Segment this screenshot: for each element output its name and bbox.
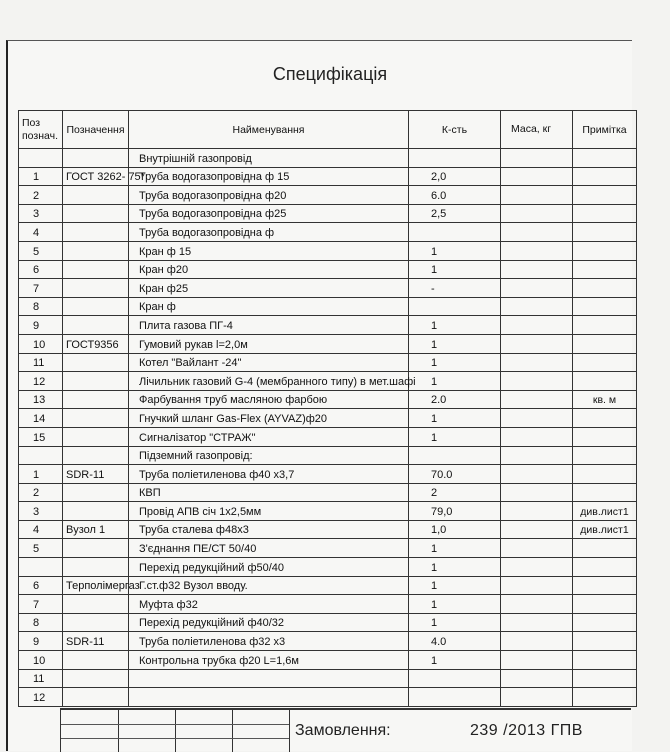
cell-qty: 6.0 xyxy=(409,186,501,205)
cell-note xyxy=(573,576,637,595)
cell-pos: 7 xyxy=(19,595,63,614)
cell-mass xyxy=(501,149,573,168)
cell-qty: 1 xyxy=(409,427,501,446)
cell-name: Перехід редукційний ф40/32 xyxy=(129,613,409,632)
cell-designation xyxy=(63,409,129,428)
table-row xyxy=(19,297,637,316)
table-row xyxy=(19,279,637,298)
table-row xyxy=(19,595,637,614)
cell-pos: 5 xyxy=(19,241,63,260)
table-row xyxy=(19,427,637,446)
cell-designation xyxy=(63,316,129,335)
cell-mass xyxy=(501,409,573,428)
cell-name xyxy=(129,669,409,688)
header-note: Примітка xyxy=(573,111,637,149)
cell-designation xyxy=(63,297,129,316)
cell-note xyxy=(573,539,637,558)
cell-note xyxy=(573,446,637,465)
table-row xyxy=(19,149,637,168)
cell-name: Кран ф xyxy=(129,297,409,316)
cell-note xyxy=(573,260,637,279)
cell-designation xyxy=(63,539,129,558)
cell-qty: 1,0 xyxy=(409,520,501,539)
table-row xyxy=(19,651,637,670)
header-qty: К-сть xyxy=(409,111,501,149)
cell-pos: 6 xyxy=(19,260,63,279)
cell-qty xyxy=(409,149,501,168)
cell-mass xyxy=(501,483,573,502)
table-header-row xyxy=(19,111,637,149)
cell-designation xyxy=(63,688,129,707)
cell-note xyxy=(573,353,637,372)
cell-mass xyxy=(501,595,573,614)
cell-pos: 5 xyxy=(19,539,63,558)
cell-pos: 10 xyxy=(19,334,63,353)
cell-pos: 15 xyxy=(19,427,63,446)
cell-note xyxy=(573,186,637,205)
cell-mass xyxy=(501,613,573,632)
header-designation: Позначення xyxy=(63,111,129,149)
cell-qty: 79,0 xyxy=(409,502,501,521)
cell-designation: SDR-11 xyxy=(63,632,129,651)
cell-note: див.лист1 xyxy=(573,520,637,539)
cell-mass xyxy=(501,576,573,595)
cell-qty: 1 xyxy=(409,539,501,558)
cell-mass xyxy=(501,520,573,539)
cell-qty xyxy=(409,223,501,242)
cell-note xyxy=(573,465,637,484)
table-row xyxy=(19,539,637,558)
cell-designation: ГОСТ 3262- 75* xyxy=(63,167,129,186)
cell-mass xyxy=(501,558,573,577)
cell-mass xyxy=(501,353,573,372)
cell-designation xyxy=(63,595,129,614)
cell-note xyxy=(573,427,637,446)
cell-qty: 1 xyxy=(409,316,501,335)
cell-pos: 6 xyxy=(19,576,63,595)
cell-designation xyxy=(63,651,129,670)
cell-designation xyxy=(63,390,129,409)
cell-qty: 2 xyxy=(409,483,501,502)
table-row xyxy=(19,669,637,688)
cell-qty: 1 xyxy=(409,372,501,391)
cell-pos: 1 xyxy=(19,465,63,484)
cell-designation xyxy=(63,502,129,521)
cell-mass xyxy=(501,241,573,260)
cell-mass xyxy=(501,632,573,651)
cell-note xyxy=(573,167,637,186)
table-row xyxy=(19,223,637,242)
cell-mass xyxy=(501,502,573,521)
cell-note xyxy=(573,651,637,670)
cell-mass xyxy=(501,316,573,335)
cell-name: Контрольна трубка ф20 L=1,6м xyxy=(129,651,409,670)
table-row xyxy=(19,316,637,335)
table-row xyxy=(19,241,637,260)
cell-note xyxy=(573,279,637,298)
table-row xyxy=(19,558,637,577)
cell-name: КВП xyxy=(129,483,409,502)
cell-designation: Вузол 1 xyxy=(63,520,129,539)
cell-pos: 4 xyxy=(19,520,63,539)
cell-qty xyxy=(409,669,501,688)
specification-table xyxy=(18,110,637,707)
cell-designation: ГОСТ9356 xyxy=(63,334,129,353)
cell-pos: 11 xyxy=(19,353,63,372)
cell-mass xyxy=(501,427,573,446)
cell-name: Кран ф20 xyxy=(129,260,409,279)
cell-name: Труба сталева ф48х3 xyxy=(129,520,409,539)
cell-qty xyxy=(409,297,501,316)
page-title: Специфікація xyxy=(272,64,388,84)
cell-pos: 10 xyxy=(19,651,63,670)
cell-name: Муфта ф32 xyxy=(129,595,409,614)
cell-mass xyxy=(501,651,573,670)
cell-name: Котел "Вайлант -24" xyxy=(129,353,409,372)
cell-note xyxy=(573,613,637,632)
cell-name: Труба водогазопровідна ф20 xyxy=(129,186,409,205)
cell-designation xyxy=(63,279,129,298)
cell-mass xyxy=(501,688,573,707)
cell-note xyxy=(573,669,637,688)
cell-name: Гумовий рукав l=2,0м xyxy=(129,334,409,353)
cell-designation xyxy=(63,372,129,391)
cell-note xyxy=(573,558,637,577)
header-pos: Поз познач. xyxy=(19,111,63,149)
cell-mass xyxy=(501,669,573,688)
cell-designation xyxy=(63,260,129,279)
cell-note xyxy=(573,223,637,242)
cell-pos xyxy=(19,558,63,577)
cell-qty: 2,0 xyxy=(409,167,501,186)
cell-qty: 1 xyxy=(409,409,501,428)
cell-designation xyxy=(63,427,129,446)
cell-note xyxy=(573,372,637,391)
cell-name: Плита газова ПГ-4 xyxy=(129,316,409,335)
cell-qty: 1 xyxy=(409,241,501,260)
cell-mass xyxy=(501,446,573,465)
cell-mass xyxy=(501,390,573,409)
cell-qty: 70.0 xyxy=(409,465,501,484)
table-row xyxy=(19,520,637,539)
cell-designation: SDR-11 xyxy=(63,465,129,484)
cell-mass xyxy=(501,465,573,484)
cell-designation: Терполімергаз xyxy=(63,576,129,595)
table-row xyxy=(19,186,637,205)
cell-name: Фарбування труб масляною фарбою xyxy=(129,390,409,409)
table-row xyxy=(19,483,637,502)
cell-designation xyxy=(63,446,129,465)
cell-pos: 2 xyxy=(19,186,63,205)
cell-note xyxy=(573,595,637,614)
cell-designation xyxy=(63,669,129,688)
cell-designation xyxy=(63,149,129,168)
cell-qty: 1 xyxy=(409,353,501,372)
cell-mass xyxy=(501,297,573,316)
cell-qty: 1 xyxy=(409,576,501,595)
cell-note xyxy=(573,149,637,168)
table-row xyxy=(19,204,637,223)
cell-pos xyxy=(19,149,63,168)
cell-name: Кран ф 15 xyxy=(129,241,409,260)
cell-name: Провід АПВ січ 1х2,5мм xyxy=(129,502,409,521)
order-label: Замовлення: xyxy=(295,722,391,739)
cell-mass xyxy=(501,260,573,279)
cell-mass xyxy=(501,167,573,186)
cell-name: Труба водогазопровідна ф25 xyxy=(129,204,409,223)
cell-designation xyxy=(63,613,129,632)
cell-pos: 3 xyxy=(19,502,63,521)
cell-designation xyxy=(63,558,129,577)
cell-name: Підземний газопровід: xyxy=(129,446,409,465)
table-row xyxy=(19,353,637,372)
cell-mass xyxy=(501,186,573,205)
cell-pos: 1 xyxy=(19,167,63,186)
cell-note xyxy=(573,316,637,335)
cell-qty: - xyxy=(409,279,501,298)
cell-note xyxy=(573,688,637,707)
cell-designation xyxy=(63,353,129,372)
cell-pos: 8 xyxy=(19,297,63,316)
cell-designation xyxy=(63,241,129,260)
cell-pos: 13 xyxy=(19,390,63,409)
cell-qty: 4.0 xyxy=(409,632,501,651)
cell-name: Труба водогазопровідна ф 15 xyxy=(129,167,409,186)
cell-pos: 11 xyxy=(19,669,63,688)
table-row xyxy=(19,613,637,632)
cell-name: Труба поліетиленова ф40 х3,7 xyxy=(129,465,409,484)
cell-mass xyxy=(501,334,573,353)
cell-note: див.лист1 xyxy=(573,502,637,521)
cell-name: З'єднання ПЕ/СТ 50/40 xyxy=(129,539,409,558)
cell-note xyxy=(573,241,637,260)
table-row xyxy=(19,409,637,428)
header-name: Найменування xyxy=(129,111,409,149)
cell-note xyxy=(573,483,637,502)
cell-pos: 7 xyxy=(19,279,63,298)
cell-name: Сигналізатор "СТРАЖ" xyxy=(129,427,409,446)
cell-note xyxy=(573,204,637,223)
cell-qty xyxy=(409,446,501,465)
cell-mass xyxy=(501,204,573,223)
cell-pos: 8 xyxy=(19,613,63,632)
cell-mass xyxy=(501,279,573,298)
cell-mass xyxy=(501,223,573,242)
cell-pos xyxy=(19,446,63,465)
cell-name: Кран ф25 xyxy=(129,279,409,298)
cell-name: Гнучкий шланг Gas-Flex (AYVAZ)ф20 xyxy=(129,409,409,428)
cell-note xyxy=(573,632,637,651)
cell-qty: 1 xyxy=(409,558,501,577)
table-row xyxy=(19,576,637,595)
cell-pos: 9 xyxy=(19,316,63,335)
cell-designation xyxy=(63,186,129,205)
table-row xyxy=(19,167,637,186)
header-mass: Маса, кг xyxy=(501,111,573,149)
table-row xyxy=(19,502,637,521)
table-row xyxy=(19,390,637,409)
cell-pos: 9 xyxy=(19,632,63,651)
cell-pos: 3 xyxy=(19,204,63,223)
cell-name xyxy=(129,688,409,707)
table-row xyxy=(19,372,637,391)
cell-pos: 12 xyxy=(19,372,63,391)
table-row xyxy=(19,688,637,707)
table-row xyxy=(19,446,637,465)
cell-designation xyxy=(63,483,129,502)
cell-designation xyxy=(63,223,129,242)
cell-qty xyxy=(409,688,501,707)
cell-qty: 1 xyxy=(409,651,501,670)
table-row xyxy=(19,632,637,651)
table-row xyxy=(19,334,637,353)
cell-name: Г.ст.ф32 Вузол вводу. xyxy=(129,576,409,595)
cell-pos: 14 xyxy=(19,409,63,428)
cell-note xyxy=(573,409,637,428)
table-row xyxy=(19,465,637,484)
cell-mass xyxy=(501,539,573,558)
cell-pos: 2 xyxy=(19,483,63,502)
cell-name: Труба поліетиленова ф32 х3 xyxy=(129,632,409,651)
table-row xyxy=(19,260,637,279)
cell-pos: 12 xyxy=(19,688,63,707)
cell-mass xyxy=(501,372,573,391)
cell-qty: 1 xyxy=(409,260,501,279)
cell-qty: 1 xyxy=(409,595,501,614)
cell-designation xyxy=(63,204,129,223)
order-number: 239 /2013 ГПВ xyxy=(470,722,583,739)
cell-qty: 1 xyxy=(409,613,501,632)
cell-note xyxy=(573,297,637,316)
cell-note: кв. м xyxy=(573,390,637,409)
cell-qty: 2.0 xyxy=(409,390,501,409)
cell-pos: 4 xyxy=(19,223,63,242)
cell-name: Лічильник газовий G-4 (мембранного типу) в мет.шафі xyxy=(129,372,409,391)
cell-name: Перехід редукційний ф50/40 xyxy=(129,558,409,577)
cell-qty: 1 xyxy=(409,334,501,353)
cell-name: Внутрішній газопровід xyxy=(129,149,409,168)
cell-note xyxy=(573,334,637,353)
cell-qty: 2,5 xyxy=(409,204,501,223)
cell-name: Труба водогазопровідна ф xyxy=(129,223,409,242)
